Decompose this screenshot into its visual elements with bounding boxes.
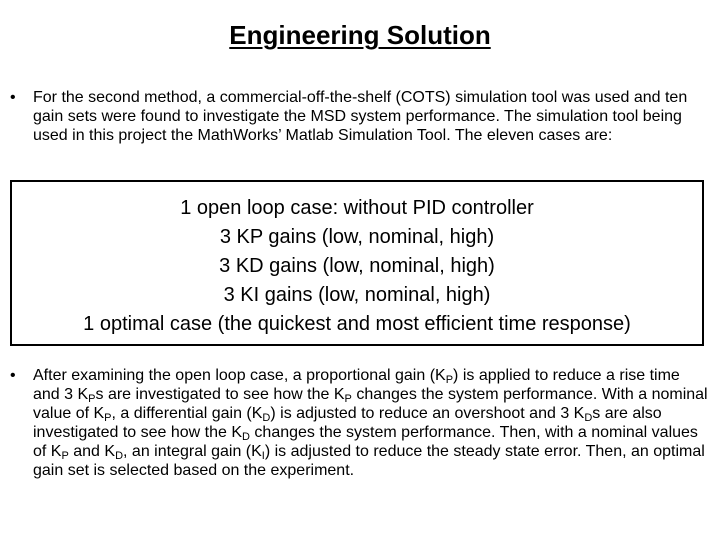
bullet-marker: • [10,89,16,106]
text-run: changes the system performance. Then, with a nominal values of K [33,424,698,460]
slide-title: Engineering Solution [229,20,491,50]
experiment-bullet [10,366,710,480]
case-item: 3 KP gains (low, nominal, high) [219,226,495,248]
case-item: 3 KD gains (low, nominal, high) [219,255,495,277]
subscript-p: P [88,393,96,405]
intro-bullet [10,88,710,145]
subscript-d: D [584,412,593,424]
subscript-d: D [242,431,250,443]
text-run: changes the system performance. With a nominal value of K [33,386,708,422]
text-run: and K [68,443,116,460]
text-run: , a differential gain (K [111,405,263,422]
subscript-p: P [61,450,69,462]
text-run: ) is applied to reduce a rise time and 3 K [33,367,680,403]
experiment-paragraph [33,366,710,480]
text-run: s are also investigated to see how the K [33,405,662,441]
text-run: s are investigated to see how the K [95,386,345,403]
text-run: ) is adjusted to reduce the steady state error. Then, an optimal gain set is selected based on the experiment. [33,443,705,479]
subscript-p: P [104,412,112,424]
text-run: ) is adjusted to reduce an overshoot and 3 K [270,405,585,422]
subscript-d: D [262,412,271,424]
case-item: 1 open loop case: without PID controller [180,197,534,219]
case-item: 1 optimal case (the quickest and most efficient time response) [83,313,631,335]
subscript-p: P [344,393,352,405]
subscript-p: P [445,374,454,386]
case-item: 3 KI gains (low, nominal, high) [223,284,491,306]
text-run: , an integral gain (K [123,443,262,460]
cases-box [10,180,704,346]
intro-paragraph: For the second method, a commercial-off-the-shelf (COTS) simulation tool was used and ten gain sets were found to investigate the MSD system performance. The simulation tool being used in this project the MathWorks’ Matlab Simulation Tool. The eleven cases are: [33,89,688,144]
text-run: After examining the open loop case, a proportional gain (K [33,367,446,384]
bullet-marker: • [10,367,16,384]
subscript-d: D [115,450,124,462]
subscript-i: I [261,450,265,462]
